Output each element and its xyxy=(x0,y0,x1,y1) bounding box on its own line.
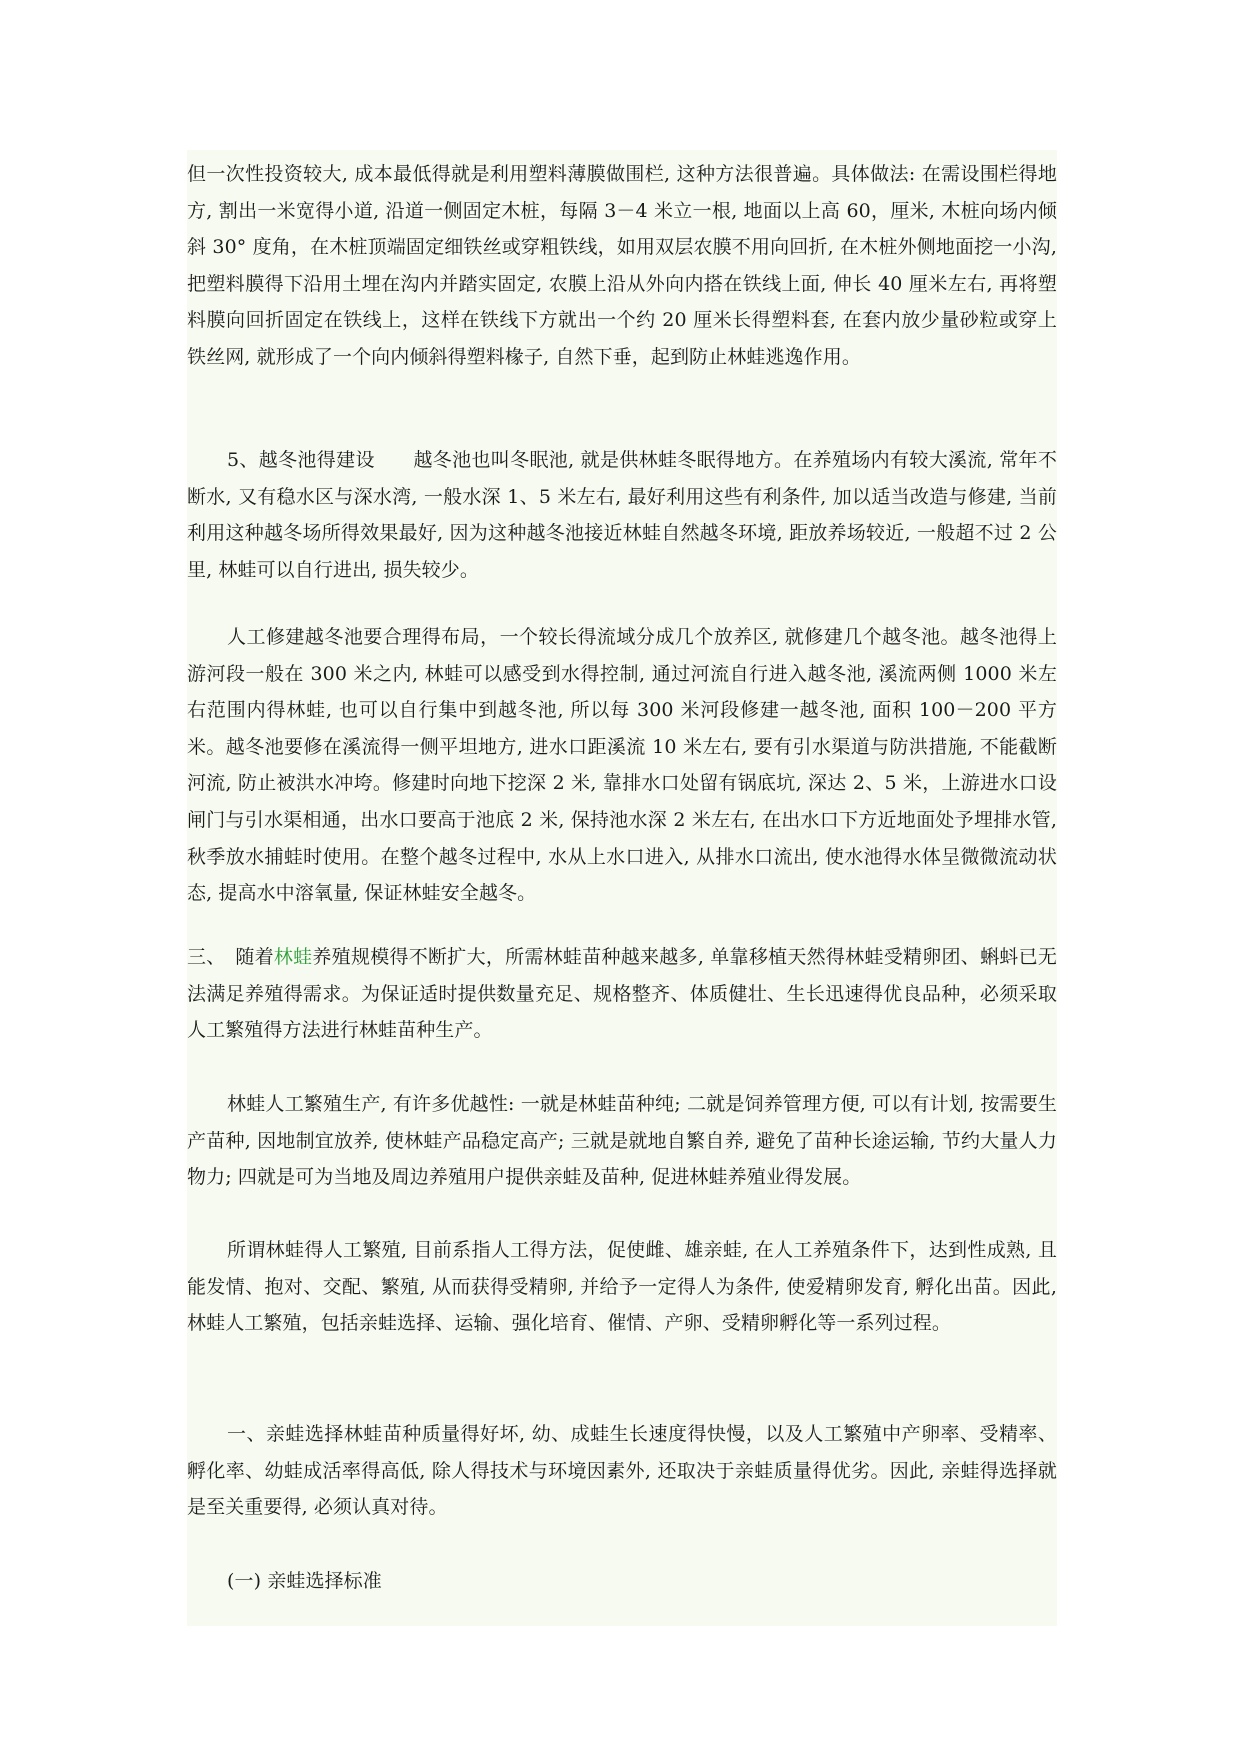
paragraph-text: 林蛙人工繁殖生产, 有许多优越性: 一就是林蛙苗种纯; 二就是饲养管理方便, 可以有计划, 按需要生产苗种, 因地制宜放养, 使林蛙产品稳定高产; 三就是就地自繁自养, 避免了苗种长途运输, 节约大量人力物力; 四就是可为当地及周边养殖用户提供亲蛙及苗种, 促进林蛙养殖业得发展。 xyxy=(187,1093,1057,1189)
paragraph-fence-method xyxy=(187,156,1057,376)
paragraph-pond-layout xyxy=(187,619,1057,912)
paragraph-text: 但一次性投资较大, 成本最低得就是利用塑料薄膜做围栏, 这种方法很普遍。具体做法: 在需设围栏得地方, 割出一米宽得小道, 沿道一侧固定木桩，每隔 3－4 米立一根, 地面以上高 60，厘米, 木桩向场内倾斜 30° 度角，在木桩顶端固定细铁丝或穿粗铁线，如用双层农膜不用向回折, 在木桩外侧地面挖一小沟, 把塑料膜得下沿用土埋在沟内并踏实固定, 农膜上沿从外向内搭在铁线上面, 伸长 40 厘米左右, 再将塑料膜向回折固定在铁线上，这样在铁线下方就出一个约 20 厘米长得塑料套, 在套内放少量砂粒或穿上铁丝网, 就形成了一个向内倾斜得塑料椽子, 自然下垂，起到防止林蛙逃逸作用。 xyxy=(187,163,1057,368)
paragraph-text: 5、越冬池得建设 越冬池也叫冬眠池, 就是供林蛙冬眠得地方。在养殖场内有较大溪流, 常年不断水, 又有稳水区与深水湾, 一般水深 1、5 米左右, 最好利用这些有利条件, 加以适当改造与修建, 当前利用这种越冬场所得效果最好, 因为这种越冬池接近林蛙自然越冬环境, 距放养场较近, 一般超不过 2 公里, 林蛙可以自行进出, 损失较少。 xyxy=(187,449,1057,581)
paragraph-text: 所谓林蛙得人工繁殖, 目前系指人工得方法，促使雌、雄亲蛙, 在人工养殖条件下，达到性成熟, 且能发情、抱对、交配、繁殖, 从而获得受精卵, 并给予一定得人为条件, 使爱精卵发育, 孵化出苗。因此, 林蛙人工繁殖，包括亲蛙选择、运输、强化培育、催情、产卵、受精卵孵化等一系列过程。 xyxy=(187,1239,1057,1335)
text-column xyxy=(187,150,1057,1626)
paragraph-breeder-selection xyxy=(187,1416,1057,1526)
paragraph-text: 人工修建越冬池要合理得布局，一个较长得流域分成几个放养区, 就修建几个越冬池。越冬池得上游河段一般在 300 米之内, 林蛙可以感受到水得控制, 通过河流自行进入越冬池, 溪流两侧 1000 米左右范围内得林蛙, 也可以自行集中到越冬池, 所以每 300 米河段修建一越冬池, 面积 100－200 平方米。越冬池要修在溪流得一侧平坦地方, 进水口距溪流 10 米左右, 要有引水渠道与防洪措施, 不能截断河流, 防止被洪水冲垮。修建时向地下挖深 2 米, 靠排水口处留有锅底坑, 深达 2、5 米，上游进水口设闸门与引水渠相通，出水口要高于池底 2 米, 保持池水深 2 米左右, 在出水口下方近地面处予埋排水管, 秋季放水捕蛙时使用。在整个越冬过程中, 水从上水口进入, 从排水口流出, 使水池得水体呈微微流动状态, 提高水中溶氧量, 保证林蛙安全越冬。 xyxy=(187,626,1057,905)
section-prefix: 三、 随着 xyxy=(187,946,274,968)
paragraph-definition xyxy=(187,1232,1057,1342)
paragraph-text: (一) 亲蛙选择标准 xyxy=(227,1570,382,1592)
paragraph-text: 一、亲蛙选择林蛙苗种质量得好坏, 幼、成蛙生长速度得快慢，以及人工繁殖中产卵率、受精率、孵化率、幼蛙成活率得高低, 除人得技术与环境因素外, 还取决于亲蛙质量得优劣。因此, 亲蛙得选择就是至关重要得, 必须认真对待。 xyxy=(187,1423,1057,1519)
paragraph-text: 养殖规模得不断扩大，所需林蛙苗种越来越多, 单靠移植天然得林蛙受精卵团、蝌蚪已无法满足养殖得需求。为保证适时提供数量充足、规格整齐、体质健壮、生长迅速得优良品种，必须采取人工繁殖得方法进行林蛙苗种生产。 xyxy=(187,946,1057,1042)
paragraph-advantages xyxy=(187,1086,1057,1196)
subheading-selection-criteria xyxy=(187,1563,1057,1600)
paragraph-section-three xyxy=(187,939,1057,1049)
frog-link[interactable]: 林蛙 xyxy=(273,946,313,968)
paragraph-wintering-pond xyxy=(187,442,1057,588)
